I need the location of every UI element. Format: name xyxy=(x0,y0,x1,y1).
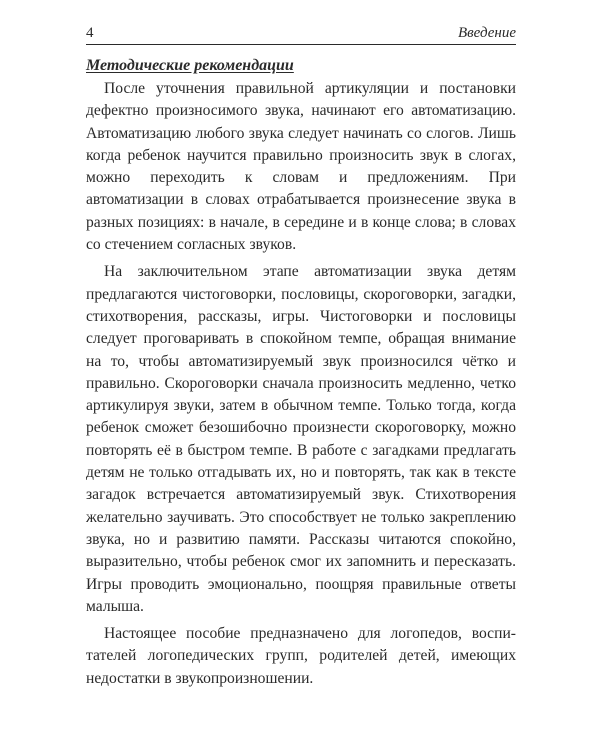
page-content xyxy=(86,56,516,690)
page-number: 4 xyxy=(86,25,94,41)
paragraph-audience: Настоящее пособие предназначено для логопедов, воспитателей логопедических групп, родителей детей, имеющих недостатки в звукопроизношении. xyxy=(86,625,516,687)
paragraph-automation-intro: После уточнения правильной артикуляции и постановки дефектно произносимого звука, начинают его автоматизацию. Автоматизацию любого звука следует начинать со слогов. Лишь когда ребенок научится правильно произносить звук в слогах, можно переходить к словам и предложениям. При автоматизации в словах отрабатывается произнесение звука в разных позициях: в начале, в середине и в конце слова; в словах со стечением согласных звуков. xyxy=(86,80,516,254)
paragraph-final-stage: На заключительном этапе автоматизации звука детям предлагаются чистоговорки, пословицы, скороговорки, загадки, стихотворения, рассказы, игры. Чистоговорки и пословицы следует проговаривать в спокойном темпе, обращая внимание на то, чтобы автоматизируемый звук произносился чётко и правильно. Скороговорки сначала произносить медленно, четко артикулируя звуки, затем в обычном темпе. Только тогда, когда ребенок сможет безошибочно произнести скороговорку, можно повторять её в быстром темпе. В работе с загадками предлагать детям не только отгадывать их, но и повторять, так как в тексте загадок встречается автоматизируемый звук. Стихотворения желательно заучивать. Это способствует не только закреплению звука, но и развитию памяти. Рассказы читаются спокойно, выразительно, чтобы ребенок смог их запомнить и пересказать. Игры проводить эмоционально, поощряя правильные ответы малыша. xyxy=(86,263,516,615)
section-title: Методические рекомендации xyxy=(86,57,294,74)
running-head: Введение xyxy=(458,25,516,41)
page-header xyxy=(86,22,516,45)
